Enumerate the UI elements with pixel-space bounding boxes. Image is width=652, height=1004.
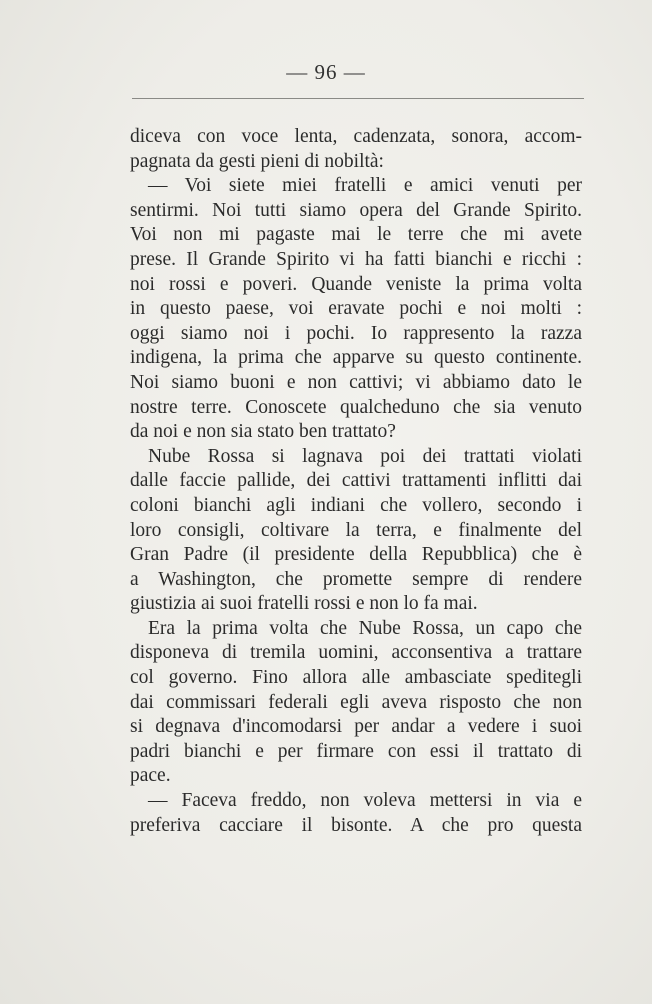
- text-line: Gran Padre (il presidente della Repubblica) che è: [130, 544, 582, 566]
- text-line: si degnava d'incomodarsi per andar a vedere i suoi: [130, 716, 582, 738]
- text-line: pagnata da gesti pieni di nobiltà:: [130, 150, 384, 172]
- text-line: — Faceva freddo, non voleva mettersi in via e: [148, 790, 582, 812]
- page-number: — 96 —: [286, 60, 366, 84]
- text-line: a Washington, che promette sempre di rendere: [130, 568, 582, 590]
- text-line: oggi siamo noi i pochi. Io rappresento la razza: [130, 322, 582, 344]
- text-line: Nube Rossa si lagnava poi dei trattati violati: [148, 445, 582, 467]
- text-line: da noi e non sia stato ben trattato?: [130, 421, 396, 443]
- text-line: loro consigli, coltivare la terra, e finalmente del: [130, 519, 582, 541]
- text-line: nostre terre. Conoscete qualcheduno che sia venuto: [130, 396, 582, 418]
- body-text: [130, 125, 582, 838]
- text-line: col governo. Fino allora alle ambasciate speditegli: [130, 667, 582, 689]
- text-line: Era la prima volta che Nube Rossa, un capo che: [148, 617, 582, 639]
- text-line: dalle faccie pallide, dei cattivi trattamenti inflitti dai: [130, 470, 582, 492]
- text-line: pace.: [130, 765, 171, 787]
- header-rule: [132, 98, 584, 99]
- text-line: noi rossi e poveri. Quande veniste la prima volta: [130, 273, 582, 295]
- text-line: Noi siamo buoni e non cattivi; vi abbiamo dato le: [130, 371, 582, 393]
- text-line: padri bianchi e per firmare con essi il trattato di: [130, 740, 582, 762]
- text-line: sentirmi. Noi tutti siamo opera del Grande Spirito.: [130, 199, 582, 221]
- text-line: giustizia ai suoi fratelli rossi e non lo fa mai.: [130, 593, 478, 615]
- text-line: indigena, la prima che apparve su questo continente.: [130, 347, 582, 369]
- text-line: dai commissari federali egli aveva risposto che non: [130, 691, 582, 713]
- text-line: prese. Il Grande Spirito vi ha fatti bianchi e ricchi :: [130, 248, 582, 270]
- text-line: diceva con voce lenta, cadenzata, sonora, accom-: [130, 126, 582, 147]
- text-line: — Voi siete miei fratelli e amici venuti per: [148, 175, 582, 197]
- text-line: in questo paese, voi eravate pochi e noi molti :: [130, 298, 582, 320]
- text-line: Voi non mi pagaste mai le terre che mi avete: [130, 224, 582, 246]
- text-line: disponeva di tremila uomini, acconsentiva a trattare: [130, 642, 582, 664]
- text-line: preferiva cacciare il bisonte. A che pro questa: [130, 814, 582, 836]
- text-line: coloni bianchi agli indiani che vollero, secondo i: [130, 494, 582, 516]
